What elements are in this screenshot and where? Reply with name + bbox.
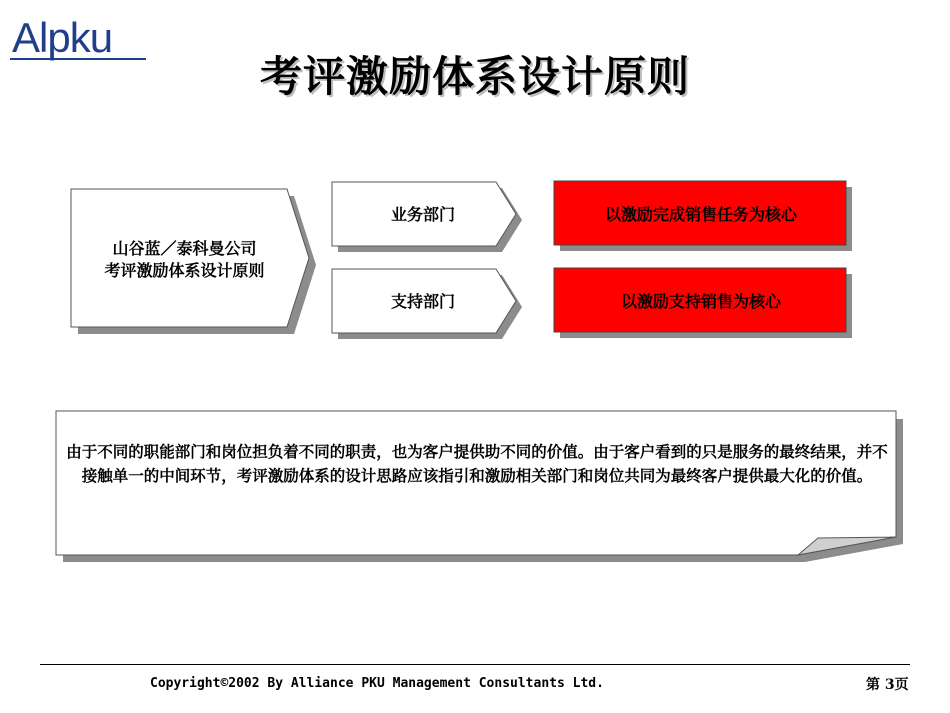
note-text: 由于不同的职能部门和岗位担负着不同的职责，也为客户提供助不同的价值。由于客户看到的只是服务的最终结果，并不接触单一的中间环节，考评激励体系的设计思路应该指引和激励相关部门和岗位共同为最终客户提供最大化的价值。 (66, 443, 888, 485)
company-name: 山谷蓝／泰科曼公司 (112, 239, 257, 258)
copyright-text: Copyright©2002 By Alliance PKU Management Consultants Ltd. (150, 676, 604, 691)
logo-text: Alpku (12, 14, 113, 61)
page-title: 考评激励体系设计原则 (259, 52, 690, 101)
company-label (72, 238, 297, 282)
principle-label-2: 以激励支持销售为核心 (620, 292, 781, 311)
footer-divider (40, 664, 910, 665)
page-number: 第 3页 (866, 677, 909, 693)
company-subtitle: 考评激励体系设计原则 (104, 261, 265, 280)
department-label-1: 业务部门 (390, 205, 455, 224)
principle-label-1: 以激励完成销售任务为核心 (604, 205, 797, 224)
department-label-2: 支持部门 (390, 292, 455, 311)
